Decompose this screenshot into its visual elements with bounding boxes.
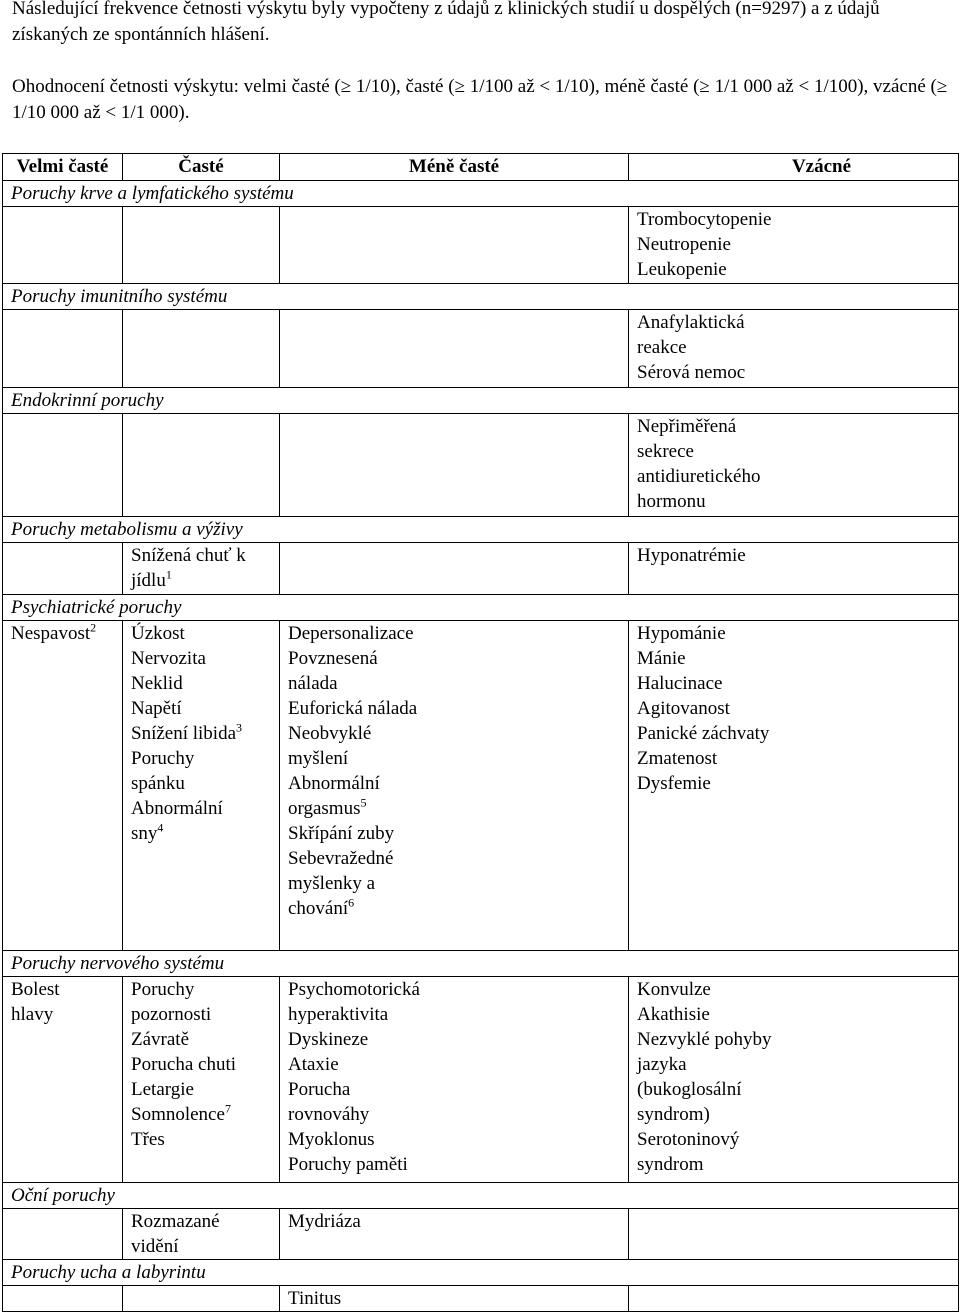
list-item: Mánie — [637, 648, 686, 669]
list-item: Neklid — [131, 673, 183, 694]
list-item: Poruchy — [131, 748, 195, 769]
list-item: hormonu — [637, 491, 706, 512]
list-item-text: chování — [288, 898, 349, 919]
footnote-mark: 1 — [165, 567, 172, 582]
list-item: Hypománie — [637, 623, 726, 644]
list-item: Leukopenie — [637, 259, 727, 280]
intro-paragraph-2: Ohodnocení četnosti výskytu: velmi časté (≥ 1/10), časté (≥ 1/100 až < 1/10), méně časté (≥ 1/1 000 až < 1/100), vzácné (≥ 1/10 000 až < 1/1 000). — [12, 76, 948, 123]
list-item: myšlení — [288, 748, 349, 769]
list-item: Hyponatrémie — [637, 545, 746, 566]
list-item: reakce — [637, 337, 687, 358]
header-common: Časté — [123, 154, 280, 181]
list-item: Poruchy — [131, 979, 195, 1000]
list-item — [131, 721, 271, 746]
cell-immune-very-common — [3, 310, 123, 388]
list-item: Úzkost — [131, 623, 185, 644]
list-item: Halucinace — [637, 673, 723, 694]
cell-psych-very-common — [3, 621, 123, 951]
list-item: Euforická nálada — [288, 698, 418, 719]
cell-metabolism-common — [123, 543, 280, 595]
section-title-endocrine: Endokrinní poruchy — [3, 388, 959, 414]
cell-ear-very-common — [3, 1286, 123, 1312]
list-item: Abnormální — [288, 773, 380, 794]
cell-endocrine-uncommon — [280, 414, 629, 517]
cell-blood-common — [123, 207, 280, 284]
cell-blood-rare — [629, 207, 959, 284]
list-item: Porucha — [288, 1079, 351, 1100]
header-rare — [629, 154, 959, 181]
list-item-text: Somnolence — [131, 1104, 225, 1125]
footnote-mark: 2 — [90, 620, 97, 635]
cell-ear-common — [123, 1286, 280, 1312]
list-item: Serotoninový — [637, 1129, 740, 1150]
list-item: pozornosti — [131, 1004, 212, 1025]
list-item: hyperaktivita — [288, 1004, 389, 1025]
list-item: myšlenky a — [288, 873, 376, 894]
list-item-text: sny — [131, 823, 158, 844]
list-item: Trombocytopenie — [637, 209, 772, 230]
footnote-mark: 4 — [157, 820, 164, 835]
list-item: Snížená chuť k — [131, 545, 246, 566]
cell-blood-very-common — [3, 207, 123, 284]
list-item: Neutropenie — [637, 234, 731, 255]
list-item: Panické záchvaty — [637, 723, 770, 744]
list-item: Agitovanost — [637, 698, 730, 719]
list-item: Nespavost — [11, 623, 91, 644]
section-title-psych: Psychiatrické poruchy — [3, 595, 959, 621]
list-item: Porucha chuti — [131, 1054, 237, 1075]
list-item-text: Snížení libida — [131, 723, 237, 744]
list-item: vidění — [131, 1236, 179, 1257]
list-item: Sebevražedné — [288, 848, 394, 869]
section-title-immune: Poruchy imunitního systému — [3, 284, 959, 310]
cell-psych-common — [123, 621, 280, 951]
list-item: sekrece — [637, 441, 694, 462]
list-item — [131, 1102, 271, 1127]
header-row — [3, 154, 959, 181]
cell-metabolism-uncommon — [280, 543, 629, 595]
list-item: Dysfemie — [637, 773, 711, 794]
list-item: Dyskineze — [288, 1029, 369, 1050]
list-item — [131, 821, 271, 846]
list-item: Skřípání zuby — [288, 823, 395, 844]
list-item — [288, 896, 620, 921]
cell-nervous-rare — [629, 977, 959, 1183]
intro-text — [12, 0, 952, 126]
list-item: rovnováhy — [288, 1104, 370, 1125]
cell-blood-uncommon — [280, 207, 629, 284]
list-item: nálada — [288, 673, 338, 694]
section-title-ear: Poruchy ucha a labyrintu — [3, 1260, 959, 1286]
section-title-eye: Oční poruchy — [3, 1183, 959, 1209]
list-item: Zmatenost — [637, 748, 718, 769]
cell-psych-rare — [629, 621, 959, 951]
list-item: Abnormální — [131, 798, 223, 819]
list-item-text: orgasmus — [288, 798, 361, 819]
list-item: Nepřiměřená — [637, 416, 737, 437]
list-item: Poruchy paměti — [288, 1154, 408, 1175]
list-item: Povznesená — [288, 648, 378, 669]
cell-endocrine-very-common — [3, 414, 123, 517]
list-item: Mydriáza — [288, 1211, 361, 1232]
list-item: spánku — [131, 773, 185, 794]
list-item: Anafylaktická — [637, 312, 745, 333]
list-item: Depersonalizace — [288, 623, 414, 644]
list-item: Ataxie — [288, 1054, 339, 1075]
list-item: Nervozita — [131, 648, 206, 669]
list-item: Tinitus — [288, 1288, 342, 1309]
cell-eye-very-common — [3, 1209, 123, 1260]
header-rare-label: Vzácné — [791, 156, 852, 177]
cell-endocrine-rare — [629, 414, 959, 517]
cell-eye-rare — [629, 1209, 959, 1260]
footnote-mark: 3 — [236, 720, 243, 735]
cell-ear-rare — [629, 1286, 959, 1312]
cell-immune-uncommon — [280, 310, 629, 388]
list-item: jazyka — [637, 1054, 687, 1075]
cell-eye-uncommon — [280, 1209, 629, 1260]
list-item: Psychomotorická — [288, 979, 420, 1000]
list-item: Letargie — [131, 1079, 194, 1100]
list-item: Třes — [131, 1129, 165, 1150]
cell-endocrine-common — [123, 414, 280, 517]
list-item — [288, 796, 620, 821]
list-item: Nezvyklé pohyby — [637, 1029, 772, 1050]
list-item — [131, 568, 271, 593]
frequency-table — [2, 153, 959, 1312]
header-very-common: Velmi časté — [3, 154, 123, 181]
list-item-text: jídlu — [131, 570, 166, 591]
list-item: hlavy — [11, 1004, 54, 1025]
section-title-blood: Poruchy krve a lymfatického systému — [3, 181, 959, 207]
cell-psych-uncommon — [280, 621, 629, 951]
list-item: Bolest — [11, 979, 60, 1000]
list-item: syndrom) — [637, 1104, 710, 1125]
list-item: Konvulze — [637, 979, 711, 1000]
cell-eye-common — [123, 1209, 280, 1260]
list-item: Napětí — [131, 698, 182, 719]
list-item: Akathisie — [637, 1004, 710, 1025]
section-title-nervous: Poruchy nervového systému — [3, 951, 959, 977]
footnote-mark: 5 — [360, 795, 367, 810]
list-item: syndrom — [637, 1154, 704, 1175]
list-item: (bukoglosální — [637, 1079, 742, 1100]
list-item: Sérová nemoc — [637, 362, 746, 383]
cell-nervous-very-common — [3, 977, 123, 1183]
cell-metabolism-rare — [629, 543, 959, 595]
cell-immune-common — [123, 310, 280, 388]
intro-paragraph-1: Následující frekvence četnosti výskytu byly vypočteny z údajů z klinických studií u dospělých (n=9297) a z údajů získaných ze spontánních hlášení. — [12, 0, 880, 45]
list-item: Myoklonus — [288, 1129, 375, 1150]
list-item: antidiuretického — [637, 466, 761, 487]
cell-immune-rare — [629, 310, 959, 388]
cell-ear-uncommon — [280, 1286, 629, 1312]
footnote-mark: 6 — [348, 895, 355, 910]
header-uncommon: Méně časté — [280, 154, 629, 181]
section-title-metabolism: Poruchy metabolismu a výživy — [3, 517, 959, 543]
cell-nervous-common — [123, 977, 280, 1183]
cell-nervous-uncommon — [280, 977, 629, 1183]
cell-metabolism-very-common — [3, 543, 123, 595]
list-item: Rozmazané — [131, 1211, 220, 1232]
footnote-mark: 7 — [224, 1101, 231, 1116]
list-item: Neobvyklé — [288, 723, 372, 744]
list-item: Závratě — [131, 1029, 190, 1050]
